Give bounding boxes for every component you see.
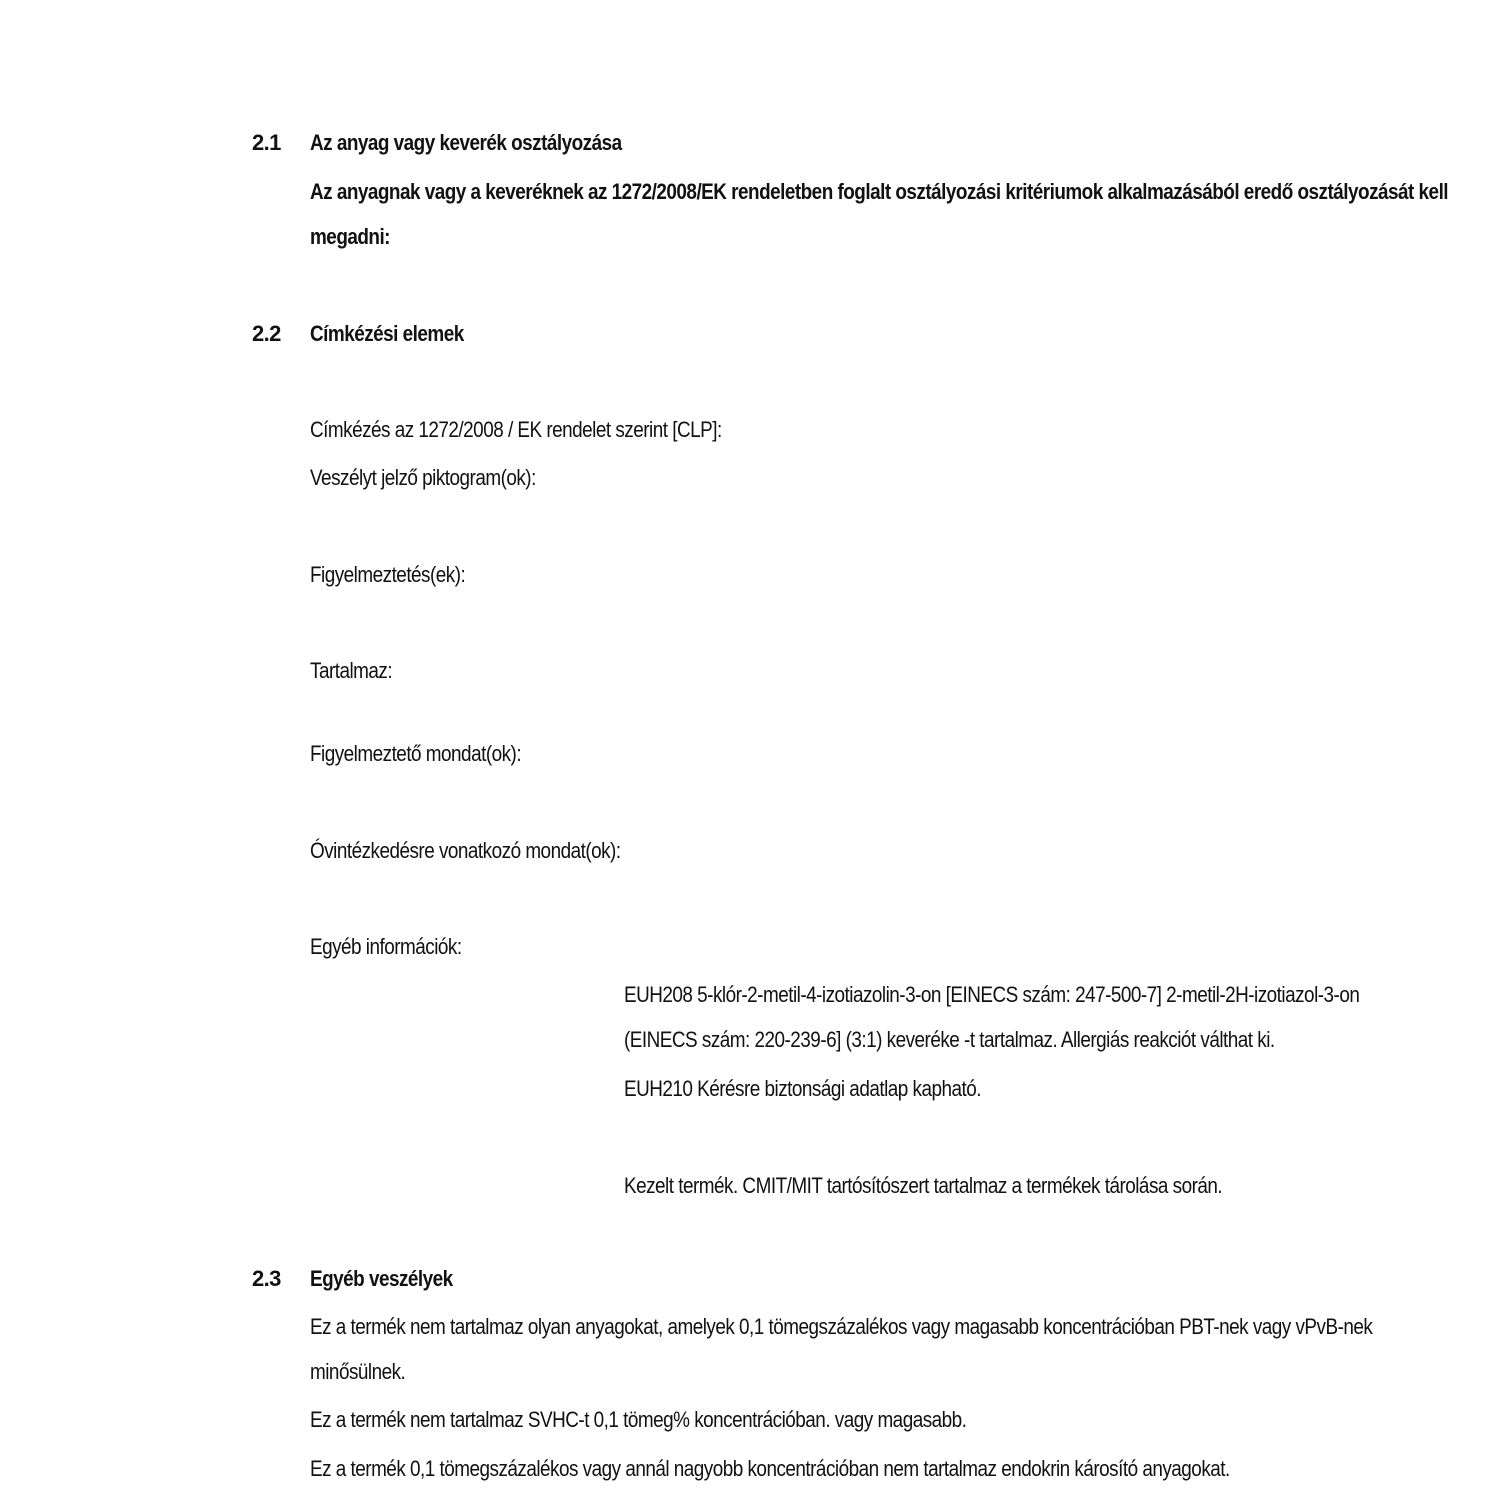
endocrine-statement: Ez a termék 0,1 tömegszázalékos vagy annál nagyobb koncentrációban nem tartalmaz endokrin károsító anyagokat.: [310, 1456, 1230, 1481]
section-2-1-intro-line2: megadni:: [310, 224, 390, 249]
euh210-statement: EUH210 Kérésre biztonsági adatlap kapható.: [624, 1076, 981, 1101]
svhc-statement: Ez a termék nem tartalmaz SVHC-t 0,1 tömeg% koncentrációban. vagy magasabb.: [310, 1407, 967, 1432]
euh208-line2: (EINECS szám: 220-239-6] (3:1) keveréke -t tartalmaz. Allergiás reakciót válthat ki.: [624, 1027, 1275, 1052]
section-2-3-title: Egyéb veszélyek: [310, 1266, 453, 1291]
labeling-clp-label: Címkézés az 1272/2008 / EK rendelet szerint [CLP]:: [310, 417, 722, 442]
signal-words-label: Figyelmeztetés(ek):: [310, 562, 466, 587]
other-info-label: Egyéb információk:: [310, 934, 462, 959]
pbt-statement-line2: minősülnek.: [310, 1359, 406, 1384]
section-2-2-title: Címkézési elemek: [310, 321, 464, 346]
treated-article-statement: Kezelt termék. CMIT/MIT tartósítószert tartalmaz a termékek tárolása során.: [624, 1173, 1223, 1198]
section-2-2-number: 2.2: [252, 321, 281, 346]
pictograms-label: Veszélyt jelző piktogram(ok):: [310, 465, 536, 490]
contains-label: Tartalmaz:: [310, 658, 393, 683]
section-2-1-number: 2.1: [252, 130, 281, 155]
section-2-3-number: 2.3: [252, 1266, 281, 1291]
section-2-1-intro-line1: Az anyagnak vagy a keveréknek az 1272/2008/EK rendeletben foglalt osztályozási kritériumok alkalmazásából eredő osztályozását kell: [310, 179, 1449, 204]
precautionary-statements-label: Óvintézkedésre vonatkozó mondat(ok):: [310, 838, 621, 863]
section-2-1-title: Az anyag vagy keverék osztályozása: [310, 130, 622, 155]
euh208-line1: EUH208 5-klór-2-metil-4-izotiazolin-3-on [EINECS szám: 247-500-7] 2-metil-2H-izotiazol-3-on: [624, 982, 1360, 1007]
hazard-statements-label: Figyelmeztető mondat(ok):: [310, 741, 522, 766]
pbt-statement-line1: Ez a termék nem tartalmaz olyan anyagokat, amelyek 0,1 tömegszázalékos vagy magasabb koncentrációban PBT-nek vagy vPvB-nek: [310, 1314, 1373, 1339]
